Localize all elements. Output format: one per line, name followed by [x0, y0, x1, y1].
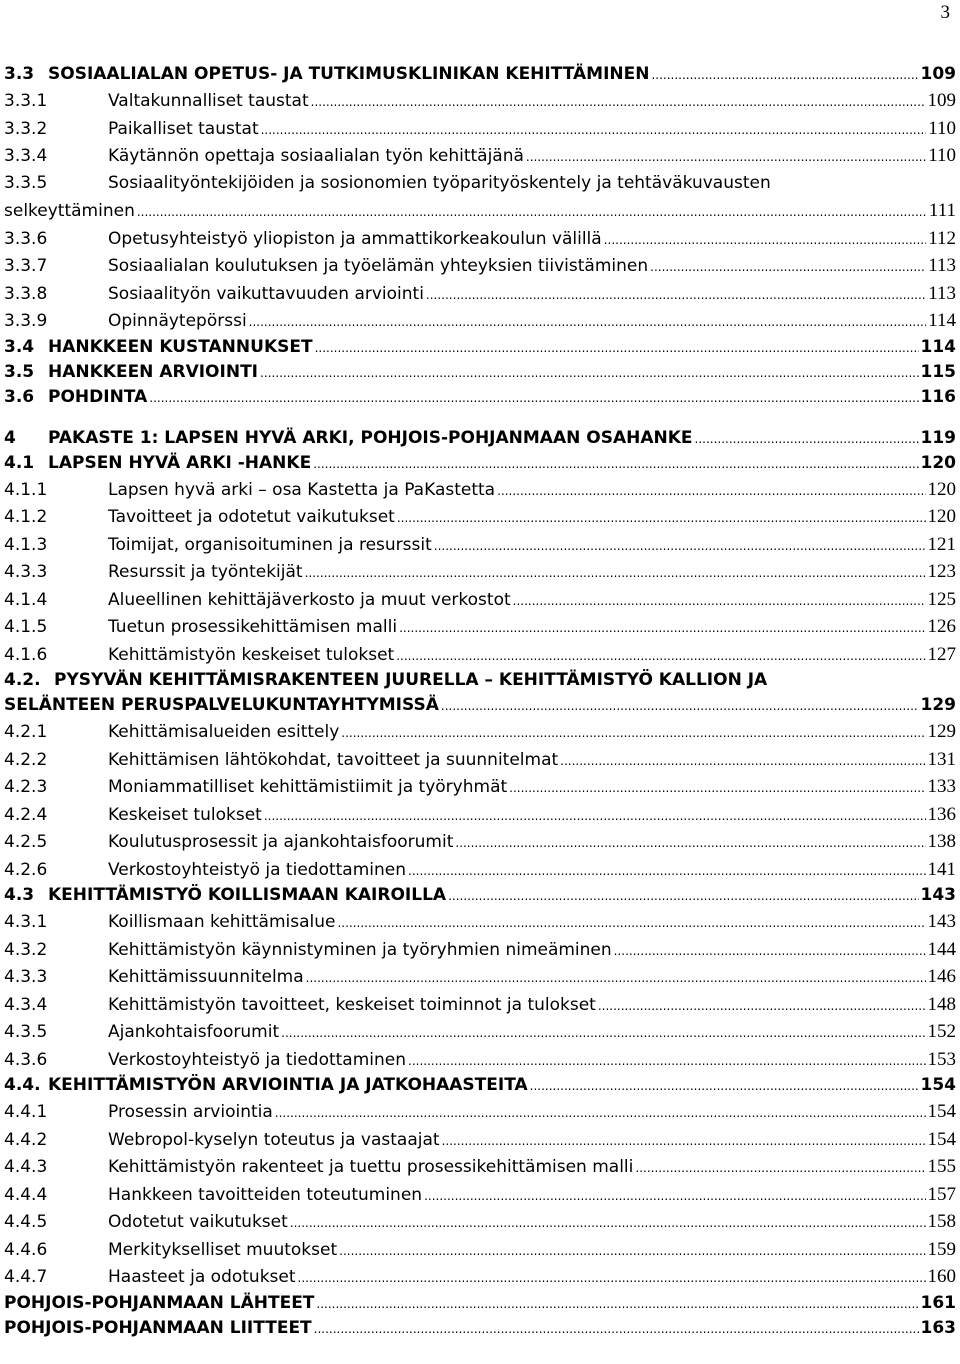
toc-entry-title: Tuetun prosessikehittämisen malli	[108, 617, 398, 637]
toc-entry-number: 4.4.6	[4, 1239, 48, 1260]
toc-dot-leader	[306, 965, 926, 993]
toc-entry-page: 126	[927, 616, 956, 637]
toc-entry[interactable]	[4, 360, 956, 385]
toc-entry-title: Sosiaalityön vaikuttavuuden arviointi	[108, 283, 424, 304]
toc-dot-leader	[442, 1128, 926, 1156]
toc-entry[interactable]	[4, 87, 956, 115]
toc-entry[interactable]	[4, 385, 956, 410]
toc-dot-leader	[339, 1238, 925, 1266]
toc-entry-number: 4.4.	[4, 1075, 41, 1095]
toc-dot-leader	[314, 1317, 919, 1342]
toc-dot-leader	[635, 1155, 925, 1183]
toc-entry-number: 4.1.5	[4, 617, 48, 637]
toc-entry-page: 120	[927, 478, 956, 500]
toc-entry[interactable]	[4, 746, 956, 774]
toc-entry[interactable]	[4, 451, 956, 476]
toc-entry-title: Tavoitteet ja odotetut vaikutukset	[108, 507, 395, 527]
table-of-contents	[4, 62, 956, 1341]
toc-entry-page: 109	[927, 90, 956, 111]
toc-dot-leader	[275, 1100, 926, 1128]
toc-entry-page: 160	[927, 1266, 956, 1287]
toc-dot-leader	[598, 993, 926, 1021]
toc-entry-page: 153	[927, 1048, 956, 1070]
toc-entry-page: 114	[920, 336, 956, 357]
toc-entry[interactable]	[4, 856, 956, 884]
toc-entry-number: 3.3.4	[4, 146, 48, 166]
toc-entry-title: LAPSEN HYVÄ ARKI -HANKE	[48, 452, 312, 473]
toc-dot-leader	[424, 1183, 925, 1211]
toc-entry-page: 144	[927, 938, 956, 960]
toc-entry-number: 3.3.6	[4, 228, 48, 249]
toc-entry-page: 158	[927, 1211, 956, 1232]
toc-entry-page: 154	[920, 1075, 956, 1095]
toc-dot-leader	[396, 643, 925, 671]
toc-entry-title: Koulutusprosessit ja ajankohtaisfoorumit	[108, 832, 454, 852]
toc-dot-leader	[261, 117, 927, 145]
toc-entry-title: Toimijat, organisoituminen ja resurssit	[108, 534, 432, 555]
toc-entry[interactable]	[4, 335, 956, 360]
toc-entry-title: Odotetut vaikutukset	[108, 1212, 288, 1232]
toc-entry-number: 4.3.3	[4, 562, 48, 582]
toc-entry-page: 114	[928, 310, 956, 331]
toc-entry-number: 3.3.7	[4, 256, 48, 276]
toc-entry-title: Prosessin arviointia	[108, 1102, 273, 1122]
toc-entry-title: Kehittämisalueiden esittely	[108, 722, 340, 742]
toc-dot-leader	[497, 478, 925, 506]
toc-dot-leader	[264, 803, 926, 831]
toc-entry-number: 4	[4, 427, 16, 448]
toc-entry-page: 112	[928, 227, 956, 249]
toc-entry[interactable]	[4, 252, 956, 280]
toc-dot-leader	[313, 452, 918, 477]
toc-entry-title: Sosiaalialan koulutuksen ja työelämän yhteyksien tiivistäminen	[108, 256, 649, 276]
toc-entry-title: SOSIAALIALAN OPETUS- JA TUTKIMUSKLINIKAN KEHITTÄMINEN	[48, 64, 650, 84]
toc-dot-leader	[305, 560, 926, 588]
toc-entry[interactable]	[4, 1073, 956, 1098]
toc-entry-title: Alueellinen kehittäjäverkosto ja muut verkostot	[108, 589, 511, 610]
toc-dot-leader	[650, 254, 926, 282]
toc-entry-page: 115	[920, 361, 956, 382]
toc-dot-leader	[408, 858, 925, 886]
toc-entry-page: 129	[920, 695, 956, 715]
toc-dot-leader	[341, 720, 925, 748]
toc-entry-title: Kehittämisen lähtökohdat, tavoitteet ja suunnitelmat	[108, 749, 559, 770]
toc-entry[interactable]	[4, 142, 956, 170]
toc-dot-leader	[614, 938, 926, 966]
toc-dot-leader	[137, 199, 927, 227]
toc-entry-title: Verkostoyhteistyö ja tiedottaminen	[108, 1049, 407, 1070]
toc-dot-leader	[455, 830, 925, 858]
toc-entry-number: 4.1.1	[4, 479, 48, 500]
toc-entry[interactable]	[4, 908, 956, 936]
toc-dot-leader	[316, 1292, 918, 1317]
toc-entry[interactable]	[4, 1046, 956, 1074]
toc-dot-leader	[530, 1074, 919, 1099]
toc-dot-leader	[513, 588, 926, 616]
toc-entry-page: 148	[927, 993, 956, 1015]
toc-entry-title: Kehittämistyön rakenteet ja tuettu prosessikehittämisen malli	[108, 1157, 634, 1177]
toc-entry-title: Hankkeen tavoitteiden toteutuminen	[108, 1184, 423, 1205]
toc-entry-page: 113	[928, 255, 956, 276]
toc-entry-page: 138	[927, 831, 956, 852]
toc-entry-page: 113	[928, 282, 956, 304]
toc-dot-leader	[526, 144, 926, 172]
toc-entry-number: 4.2.	[4, 670, 41, 690]
toc-entry[interactable]	[4, 1098, 956, 1126]
toc-entry-page: 143	[920, 885, 956, 905]
toc-dot-leader	[315, 336, 919, 361]
toc-entry-title: Ajankohtaisfoorumit	[108, 1022, 280, 1042]
toc-entry-number: 3.3.1	[4, 91, 48, 111]
toc-dot-leader	[441, 694, 919, 719]
toc-entry-page: 133	[927, 776, 956, 797]
toc-entry[interactable]	[4, 693, 956, 718]
toc-entry-title: KEHITTÄMISTYÖN ARVIOINTIA JA JATKOHAASTEITA	[48, 1075, 528, 1095]
toc-entry-title: Kehittämissuunnitelma	[108, 967, 304, 987]
toc-dot-leader	[426, 282, 926, 310]
toc-dot-leader	[311, 89, 926, 117]
toc-entry[interactable]	[4, 883, 956, 908]
toc-dot-leader	[249, 309, 927, 337]
toc-entry[interactable]	[4, 1291, 956, 1316]
toc-entry-number: 4.3.2	[4, 939, 48, 960]
toc-entry-number: 3.4	[4, 336, 35, 357]
toc-entry[interactable]	[4, 197, 956, 225]
toc-entry-title: Kehittämistyön keskeiset tulokset	[108, 644, 395, 665]
toc-entry[interactable]	[4, 991, 956, 1019]
toc-entry-number: 4.2.1	[4, 722, 48, 742]
toc-entry[interactable]	[4, 668, 956, 693]
toc-entry[interactable]	[4, 1126, 956, 1154]
toc-dot-leader	[651, 63, 918, 88]
toc-entry-number: 4.2.2	[4, 749, 48, 770]
toc-dot-leader	[337, 910, 925, 938]
toc-entry-number: 3.5	[4, 361, 35, 382]
toc-entry-page: 141	[927, 858, 956, 880]
toc-entry-page: 143	[927, 911, 956, 932]
toc-entry-page: 161	[920, 1292, 956, 1313]
toc-entry-page: 110	[928, 117, 956, 139]
toc-entry-number: 4.3.5	[4, 1022, 48, 1042]
toc-entry-title: Valtakunnalliset taustat	[108, 91, 309, 111]
toc-entry-title: Keskeiset tulokset	[108, 804, 262, 825]
toc-entry-title: Opinnäytepörssi	[108, 311, 247, 331]
toc-entry-title: Paikalliset taustat	[108, 118, 259, 139]
toc-dot-leader	[397, 505, 926, 533]
toc-entry[interactable]	[4, 586, 956, 614]
toc-entry[interactable]	[4, 115, 956, 143]
toc-entry-page: 152	[927, 1021, 956, 1042]
toc-entry-number: 4.3	[4, 885, 35, 905]
toc-entry[interactable]	[4, 225, 956, 253]
toc-entry-page: 154	[927, 1128, 956, 1150]
toc-entry-number: 3.3.8	[4, 283, 48, 304]
toc-entry[interactable]	[4, 1236, 956, 1264]
toc-entry-number: 4.4.7	[4, 1267, 48, 1287]
toc-entry-number: 4.4.4	[4, 1184, 48, 1205]
toc-dot-leader	[290, 1210, 926, 1238]
toc-entry[interactable]	[4, 1018, 956, 1046]
toc-entry-page: 125	[927, 588, 956, 610]
toc-dot-leader	[281, 1020, 925, 1048]
toc-entry-title: selkeyttäminen	[4, 201, 135, 221]
toc-entry-number: 4.3.4	[4, 994, 48, 1015]
toc-entry-number: 4.1	[4, 452, 35, 473]
toc-entry-title: POHDINTA	[48, 386, 148, 407]
toc-entry-title: Lapsen hyvä arki – osa Kastetta ja PaKastetta	[108, 479, 496, 500]
toc-entry-title: Resurssit ja työntekijät	[108, 562, 303, 582]
toc-entry-number: 4.1.4	[4, 589, 48, 610]
toc-entry-page: 136	[927, 803, 956, 825]
toc-entry-number: 4.2.4	[4, 804, 48, 825]
toc-entry-page: 129	[927, 721, 956, 742]
toc-entry-number: 3.3.5	[4, 172, 48, 193]
page-number: 3	[940, 2, 950, 23]
toc-entry-number: 4.1.3	[4, 534, 48, 555]
toc-entry[interactable]	[4, 801, 956, 829]
toc-entry[interactable]	[4, 170, 956, 198]
toc-entry-title: SELÄNTEEN PERUSPALVELUKUNTAYHTYMISSÄ	[4, 695, 439, 715]
toc-entry-number: 3.3	[4, 64, 35, 84]
toc-entry[interactable]	[4, 503, 956, 531]
toc-entry-page: 131	[927, 748, 956, 770]
toc-entry-number: 4.2.5	[4, 832, 48, 852]
toc-entry[interactable]	[4, 1208, 956, 1236]
toc-entry-number: 4.2.3	[4, 777, 48, 797]
toc-entry-title: POHJOIS-POHJANMAAN LIITTEET	[4, 1317, 312, 1338]
toc-entry[interactable]	[4, 718, 956, 746]
toc-entry-number: 4.1.6	[4, 644, 48, 665]
toc-entry-page: 146	[927, 966, 956, 987]
toc-entry-page: 111	[928, 200, 956, 221]
toc-entry-title: Opetusyhteistyö yliopiston ja ammattikorkeakoulun välillä	[108, 228, 602, 249]
toc-entry[interactable]	[4, 280, 956, 308]
toc-entry[interactable]	[4, 828, 956, 856]
toc-entry-page: 123	[927, 561, 956, 582]
toc-dot-leader	[434, 533, 926, 561]
toc-entry-page: 109	[920, 64, 956, 84]
toc-entry-title: Merkitykselliset muutokset	[108, 1239, 338, 1260]
toc-entry[interactable]	[4, 1263, 956, 1291]
toc-entry-page: 120	[920, 452, 956, 473]
toc-entry[interactable]	[4, 1181, 956, 1209]
toc-entry[interactable]	[4, 531, 956, 559]
toc-entry-page: 157	[927, 1183, 956, 1205]
toc-entry[interactable]	[4, 307, 956, 335]
toc-entry-title: Moniammatilliset kehittämistiimit ja työryhmät	[108, 777, 508, 797]
toc-entry-number: 3.3.2	[4, 118, 48, 139]
toc-entry[interactable]	[4, 476, 956, 504]
toc-entry[interactable]	[4, 773, 956, 801]
toc-dot-leader	[149, 386, 918, 411]
toc-entry-title: HANKKEEN KUSTANNUKSET	[48, 336, 313, 357]
toc-entry-number: 4.4.3	[4, 1157, 48, 1177]
toc-entry-page: 127	[927, 643, 956, 665]
toc-dot-leader	[604, 227, 927, 255]
toc-entry-page: 116	[920, 386, 956, 407]
toc-entry[interactable]	[4, 936, 956, 964]
toc-entry-title: POHJOIS-POHJANMAAN LÄHTEET	[4, 1292, 315, 1313]
toc-entry-title: Käytännön opettaja sosiaalialan työn kehittäjänä	[108, 146, 524, 166]
toc-entry-page: 121	[927, 533, 956, 555]
toc-entry-number: 4.3.3	[4, 967, 48, 987]
toc-entry-number: 4.4.5	[4, 1212, 48, 1232]
toc-entry[interactable]	[4, 641, 956, 669]
toc-entry-page: 154	[927, 1101, 956, 1122]
toc-entry-page: 110	[928, 145, 956, 166]
toc-entry[interactable]	[4, 426, 956, 451]
toc-entry[interactable]	[4, 558, 956, 586]
toc-entry-number: 4.3.6	[4, 1049, 48, 1070]
toc-dot-leader	[509, 775, 925, 803]
toc-entry-number: 4.3.1	[4, 912, 48, 932]
toc-entry[interactable]	[4, 613, 956, 641]
toc-entry-title: KEHITTÄMISTYÖ KOILLISMAAN KAIROILLA	[48, 885, 447, 905]
toc-entry-title: Haasteet ja odotukset	[108, 1267, 296, 1287]
toc-entry-number: 3.3.9	[4, 311, 48, 331]
toc-entry-title: Kehittämistyön käynnistyminen ja työryhmien nimeäminen	[108, 939, 612, 960]
toc-entry-page: 159	[927, 1238, 956, 1260]
toc-dot-leader	[298, 1265, 926, 1293]
toc-entry[interactable]	[4, 1316, 956, 1341]
toc-entry[interactable]	[4, 62, 956, 87]
toc-entry-number: 4.2.6	[4, 859, 48, 880]
toc-entry-title: Koillismaan kehittämisalue	[108, 912, 336, 932]
toc-entry-page: 155	[927, 1156, 956, 1177]
toc-entry-page: 120	[927, 506, 956, 527]
toc-entry-title: Sosiaalityöntekijöiden ja sosionomien työparityöskentely ja tehtäväkuvausten	[108, 172, 771, 193]
toc-entry-page: 163	[920, 1317, 956, 1338]
toc-dot-leader	[399, 615, 925, 643]
toc-entry-title: Webropol-kyselyn toteutus ja vastaajat	[108, 1129, 440, 1150]
toc-entry-title: Kehittämistyön tavoitteet, keskeiset toiminnot ja tulokset	[108, 994, 596, 1015]
toc-entry-title: HANKKEEN ARVIOINTI	[48, 361, 258, 382]
toc-dot-leader	[260, 361, 919, 386]
toc-entry-title: Verkostoyhteistyö ja tiedottaminen	[108, 859, 407, 880]
toc-entry[interactable]	[4, 963, 956, 991]
toc-spacer	[4, 410, 956, 426]
toc-dot-leader	[695, 427, 919, 452]
toc-dot-leader	[560, 748, 925, 776]
toc-entry-number: 4.4.2	[4, 1129, 48, 1150]
toc-entry-title: PYSYVÄN KEHITTÄMISRAKENTEEN JUURELLA – KEHITTÄMISTYÖ KALLION JA	[54, 670, 768, 690]
toc-entry-number: 4.1.2	[4, 507, 48, 527]
toc-entry-number: 4.4.1	[4, 1102, 48, 1122]
toc-entry[interactable]	[4, 1153, 956, 1181]
toc-entry-title: PAKASTE 1: LAPSEN HYVÄ ARKI, POHJOIS-POHJANMAAN OSAHANKE	[48, 427, 693, 448]
toc-dot-leader	[448, 884, 918, 909]
toc-entry-number: 3.6	[4, 386, 35, 407]
toc-dot-leader	[408, 1048, 925, 1076]
toc-entry-page: 119	[920, 427, 956, 448]
